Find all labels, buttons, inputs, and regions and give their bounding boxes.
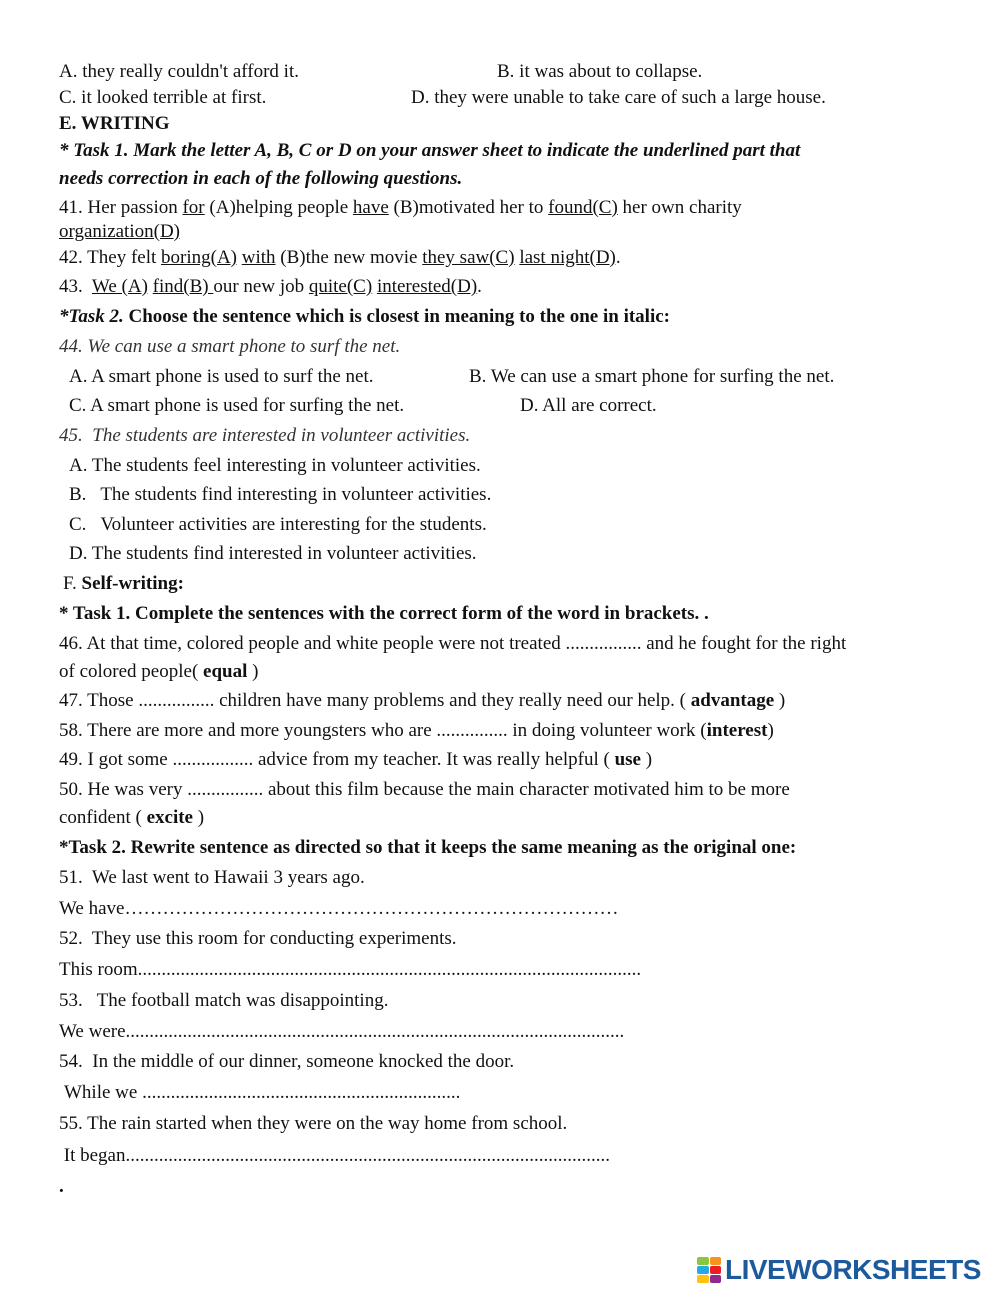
q53-answer-line[interactable]: We were......................................................................................................... xyxy=(59,1021,625,1042)
question-41-cont xyxy=(59,221,180,243)
logo-tile-blue xyxy=(697,1266,709,1274)
q51-answer-line[interactable]: We have…………………………………………………………………… xyxy=(59,898,619,919)
logo-tile-green xyxy=(697,1257,709,1265)
q40-option-b: B. it was about to collapse. xyxy=(497,61,703,82)
logo-tile-yellow xyxy=(697,1275,709,1283)
q42-underlined-c: they saw(C) xyxy=(422,247,515,268)
q40-option-a: A. they really couldn't afford it. xyxy=(59,61,299,82)
q41-underlined-c: found(C) xyxy=(548,197,618,218)
task1-instruction-line1: * Task 1. Mark the letter A, B, C or D on your answer sheet to indicate the underlined part that xyxy=(59,140,801,161)
section-e-heading: E. WRITING xyxy=(59,113,170,134)
q43-underlined-c: quite(C) xyxy=(308,276,373,297)
f-task2-instruction: *Task 2. Rewrite sentence as directed so that it keeps the same meaning as the original one: xyxy=(59,837,797,858)
q41-underlined-a: for xyxy=(182,197,205,218)
q45-option-c: C. Volunteer activities are interesting for the students. xyxy=(69,514,487,535)
q41-underlined-d: organization(D) xyxy=(59,221,180,242)
question-54: 54. In the middle of our dinner, someone knocked the door. xyxy=(59,1051,515,1072)
logo-tile-orange xyxy=(710,1257,722,1265)
question-50-line2: confident ( excite ) xyxy=(59,807,205,828)
f-task1-instruction: * Task 1. Complete the sentences with the correct form of the word in brackets. . xyxy=(59,603,709,624)
liveworksheets-logo-text: LIVEWORKSHEETS xyxy=(725,1254,981,1285)
q50-keyword: excite xyxy=(146,807,193,828)
q44-option-d: D. All are correct. xyxy=(520,395,657,416)
q40-option-c: C. it looked terrible at first. xyxy=(59,87,267,108)
question-42: 42. They felt boring(A) with (B)the new movie they saw(C) last night(D). xyxy=(59,247,621,268)
question-41: 41. Her passion for (A)helping people have (B)motivated her to found(C) her own charity xyxy=(59,197,742,218)
logo-tile-purple xyxy=(710,1275,722,1283)
q49-keyword: use xyxy=(614,749,641,770)
q52-answer-line[interactable]: This room.......................................................................................................... xyxy=(59,959,642,980)
q40-option-d: D. they were unable to take care of such a large house. xyxy=(411,87,826,108)
question-49: 49. I got some ................. advice from my teacher. It was really helpful ( use ) xyxy=(59,749,653,770)
liveworksheets-logo-icon xyxy=(697,1257,721,1283)
task1-instruction-line2: needs correction in each of the following questions. xyxy=(59,168,463,189)
question-53: 53. The football match was disappointing. xyxy=(59,990,389,1011)
question-52: 52. They use this room for conducting experiments. xyxy=(59,928,457,949)
question-51: 51. We last went to Hawaii 3 years ago. xyxy=(59,867,365,888)
q45-option-a: A. The students feel interesting in volunteer activities. xyxy=(69,455,481,476)
q45-prompt: 45. The students are interested in volunteer activities. xyxy=(59,425,471,446)
question-58: 58. There are more and more youngsters who are ............... in doing volunteer work (interest) xyxy=(59,720,774,741)
q44-option-a: A. A smart phone is used to surf the net. xyxy=(69,366,374,387)
q41-underlined-b: have xyxy=(352,197,389,218)
question-46-line2: of colored people( equal ) xyxy=(59,661,259,682)
q55-answer-line[interactable]: It began...................................................................................................... xyxy=(59,1145,610,1166)
q43-underlined-a: We (A) xyxy=(91,276,148,297)
q42-underlined-b: with xyxy=(241,247,276,268)
q44-option-c: C. A smart phone is used for surfing the net. xyxy=(69,395,405,416)
question-55: 55. The rain started when they were on the way home from school. xyxy=(59,1113,568,1134)
q45-option-b: B. The students find interesting in volunteer activities. xyxy=(69,484,492,505)
q46-keyword: equal xyxy=(203,661,248,682)
logo-tile-red xyxy=(710,1266,722,1274)
trailing-dot: . xyxy=(59,1176,64,1197)
q42-underlined-d: last night(D) xyxy=(519,247,616,268)
q58-keyword: interest xyxy=(706,720,768,741)
q44-prompt: 44. We can use a smart phone to surf the net. xyxy=(59,336,401,357)
liveworksheets-logo xyxy=(697,1255,981,1285)
q47-keyword: advantage xyxy=(690,690,775,711)
q42-underlined-a: boring(A) xyxy=(161,247,237,268)
question-43: 43. We (A) find(B) our new job quite(C) interested(D). xyxy=(59,276,482,297)
q44-option-b: B. We can use a smart phone for surfing the net. xyxy=(469,366,835,387)
question-47: 47. Those ................ children have many problems and they really need our help. ( advantage ) xyxy=(59,690,786,711)
q45-option-d: D. The students find interested in volunteer activities. xyxy=(69,543,477,564)
section-f-heading: F. Self-writing: xyxy=(63,573,184,594)
question-46-line1: 46. At that time, colored people and white people were not treated ................ and he fought for the right xyxy=(59,633,847,654)
q43-underlined-d: interested(D) xyxy=(376,276,478,297)
question-50-line1: 50. He was very ................ about this film because the main character motivated him to be more xyxy=(59,779,790,800)
q54-answer-line[interactable]: While we ................................................................... xyxy=(64,1082,461,1103)
q43-underlined-b: find(B) xyxy=(152,276,214,297)
task2-instruction: *Task 2. Choose the sentence which is closest in meaning to the one in italic: xyxy=(59,306,670,327)
